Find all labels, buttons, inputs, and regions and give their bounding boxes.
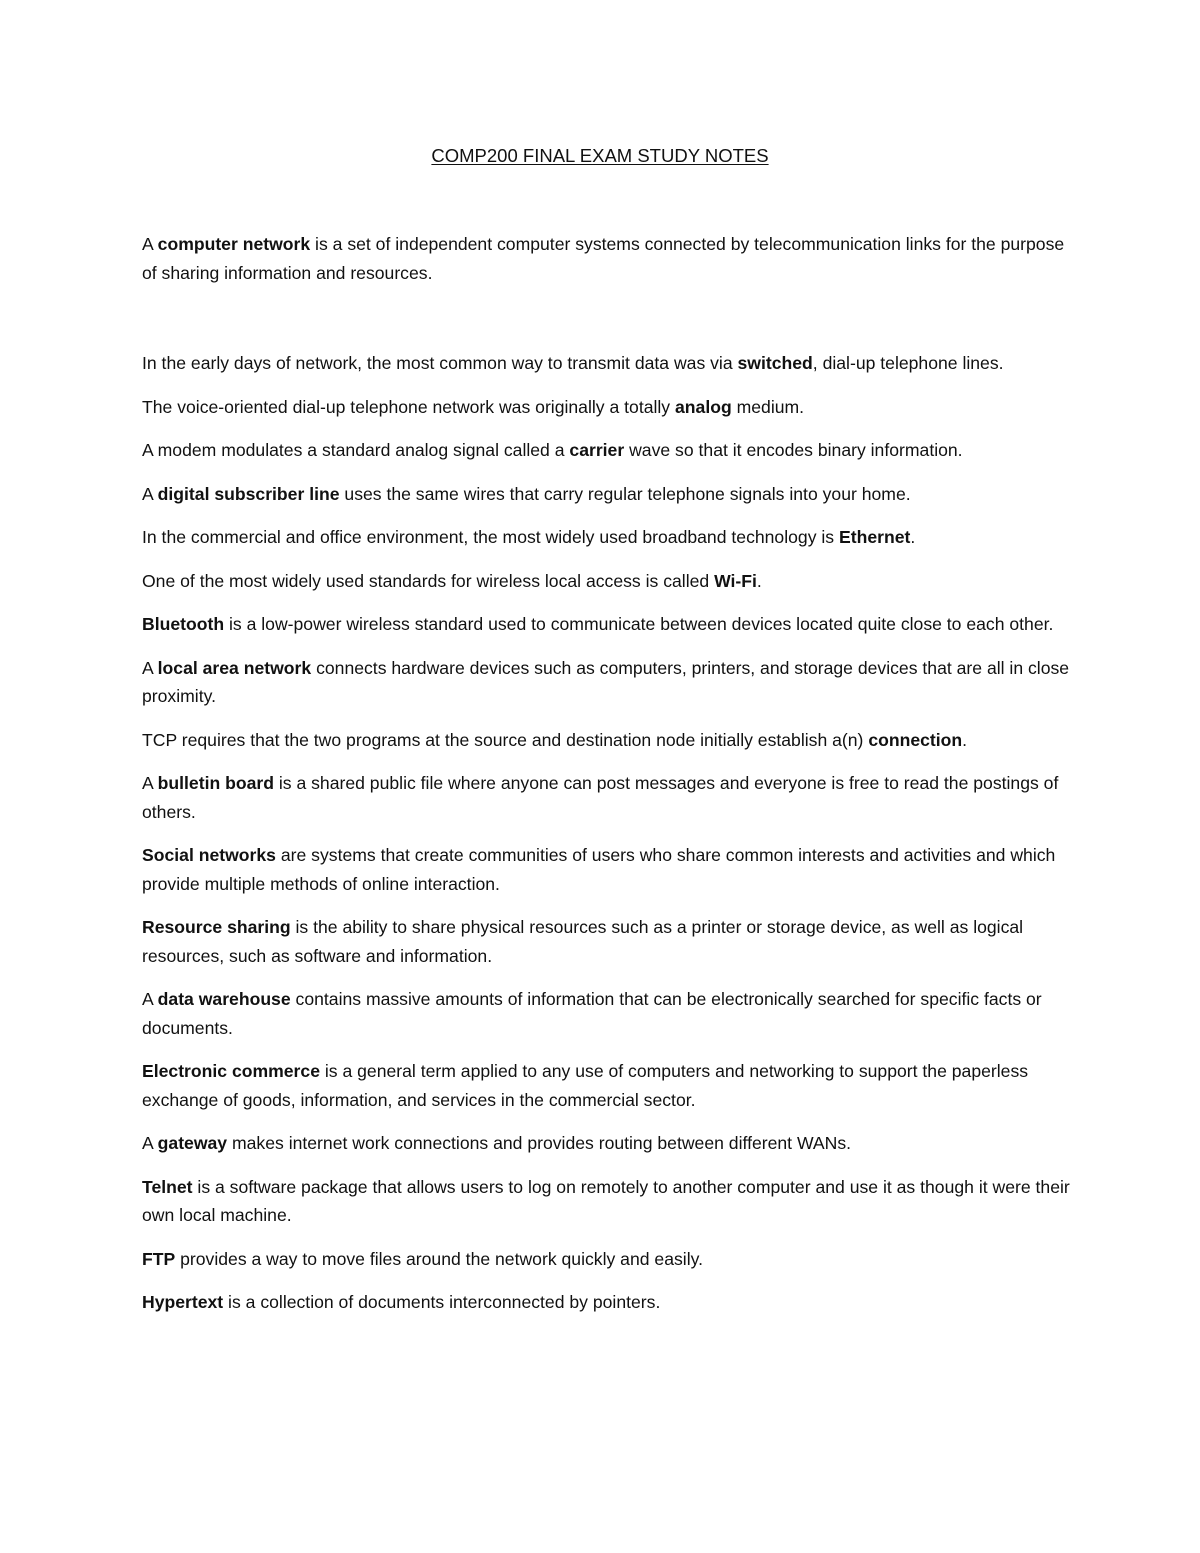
note-paragraph xyxy=(142,610,1072,639)
note-text: . xyxy=(756,570,762,591)
key-term: gateway xyxy=(157,1133,228,1153)
note-text: One of the most widely used standards for wireless local access is called xyxy=(142,570,715,591)
note-paragraph xyxy=(142,436,1072,465)
note-paragraph xyxy=(142,1129,1072,1158)
note-text: . xyxy=(962,729,968,750)
key-term: switched xyxy=(737,353,813,373)
note-text: A xyxy=(142,657,158,678)
note-text: is a software package that allows users to log on remotely to another computer and use it as though it were their own local machine. xyxy=(142,1176,1070,1225)
note-paragraph xyxy=(142,769,1072,826)
key-term: Resource sharing xyxy=(142,917,291,937)
note-text: is a set of independent computer systems connected by telecommunication links for the purpose of sharing information and resources. xyxy=(142,234,1065,283)
note-paragraph xyxy=(142,230,1072,287)
key-term: bulletin board xyxy=(157,773,274,793)
note-text: is a shared public file where anyone can post messages and everyone is free to read the postings of others. xyxy=(142,773,1059,822)
note-text: . xyxy=(910,527,916,547)
note-paragraph xyxy=(142,726,1072,755)
key-term: digital subscriber line xyxy=(157,483,340,504)
note-text: is a collection of documents interconnected by pointers. xyxy=(223,1292,661,1312)
note-paragraph xyxy=(142,654,1072,711)
key-term: Bluetooth xyxy=(142,614,225,634)
key-term: local area network xyxy=(157,657,312,678)
note-paragraph xyxy=(142,480,1072,509)
notes-body xyxy=(142,230,1072,1332)
note-text: A xyxy=(142,989,158,1009)
note-text: The voice-oriented dial-up telephone network was originally a totally xyxy=(142,396,675,417)
key-term: analog xyxy=(675,396,732,417)
note-text: are systems that create communities of users who share common interests and activities and which provide multiple methods of online interaction. xyxy=(142,845,1056,894)
key-term: Social networks xyxy=(142,845,276,865)
key-term: FTP xyxy=(142,1248,176,1269)
note-text: is a general term applied to any use of computers and networking to support the paperless exchange of goods, information, and services in the commercial sector. xyxy=(142,1061,1029,1110)
note-paragraph xyxy=(142,1288,1072,1317)
key-term: connection xyxy=(868,729,963,750)
note-text: is a low-power wireless standard used to communicate between devices located quite close to each other. xyxy=(224,614,1054,634)
note-paragraph xyxy=(142,393,1072,422)
note-paragraph xyxy=(142,985,1072,1042)
note-paragraph xyxy=(142,1245,1072,1274)
note-text: contains massive amounts of information that can be electronically searched for specific facts or documents. xyxy=(142,989,1042,1038)
note-paragraph xyxy=(142,567,1072,596)
note-text: is the ability to share physical resources such as a printer or storage device, as well as logical resources, such as software and information. xyxy=(142,917,1024,966)
note-text: wave so that it encodes binary information. xyxy=(624,440,963,460)
note-paragraph xyxy=(142,913,1072,970)
key-term: data warehouse xyxy=(157,989,291,1009)
key-term: Hypertext xyxy=(142,1292,224,1312)
key-term: Electronic commerce xyxy=(142,1061,320,1081)
note-paragraph xyxy=(142,1057,1072,1114)
note-text: A xyxy=(142,234,158,254)
note-text: In the commercial and office environment, the most widely used broadband technology is xyxy=(142,527,839,547)
note-text: TCP requires that the two programs at the source and destination node initially establish a(n) xyxy=(142,729,869,750)
note-text: connects hardware devices such as computers, printers, and storage devices that are all in close proximity. xyxy=(142,657,1070,706)
note-paragraph xyxy=(142,841,1072,898)
note-text: , dial-up telephone lines. xyxy=(812,353,1004,373)
key-term: computer network xyxy=(157,234,311,254)
key-term: Telnet xyxy=(142,1176,193,1197)
note-paragraph xyxy=(142,1173,1072,1230)
note-text: medium. xyxy=(731,396,805,417)
note-text: A xyxy=(142,773,158,793)
note-text: A modem modulates a standard analog signal called a xyxy=(142,440,570,460)
note-text: A xyxy=(142,1133,158,1153)
note-text: provides a way to move files around the network quickly and easily. xyxy=(175,1248,703,1269)
page-title: COMP200 FINAL EXAM STUDY NOTES xyxy=(431,145,769,166)
note-paragraph xyxy=(142,523,1072,552)
note-text: uses the same wires that carry regular telephone signals into your home. xyxy=(339,483,911,504)
key-term: Ethernet xyxy=(838,527,911,547)
note-text: In the early days of network, the most common way to transmit data was via xyxy=(142,353,738,373)
key-term: Wi-Fi xyxy=(714,570,757,591)
key-term: carrier xyxy=(569,440,625,460)
note-text: A xyxy=(142,483,158,504)
note-paragraph xyxy=(142,349,1072,378)
note-text: makes internet work connections and provides routing between different WANs. xyxy=(227,1133,852,1153)
